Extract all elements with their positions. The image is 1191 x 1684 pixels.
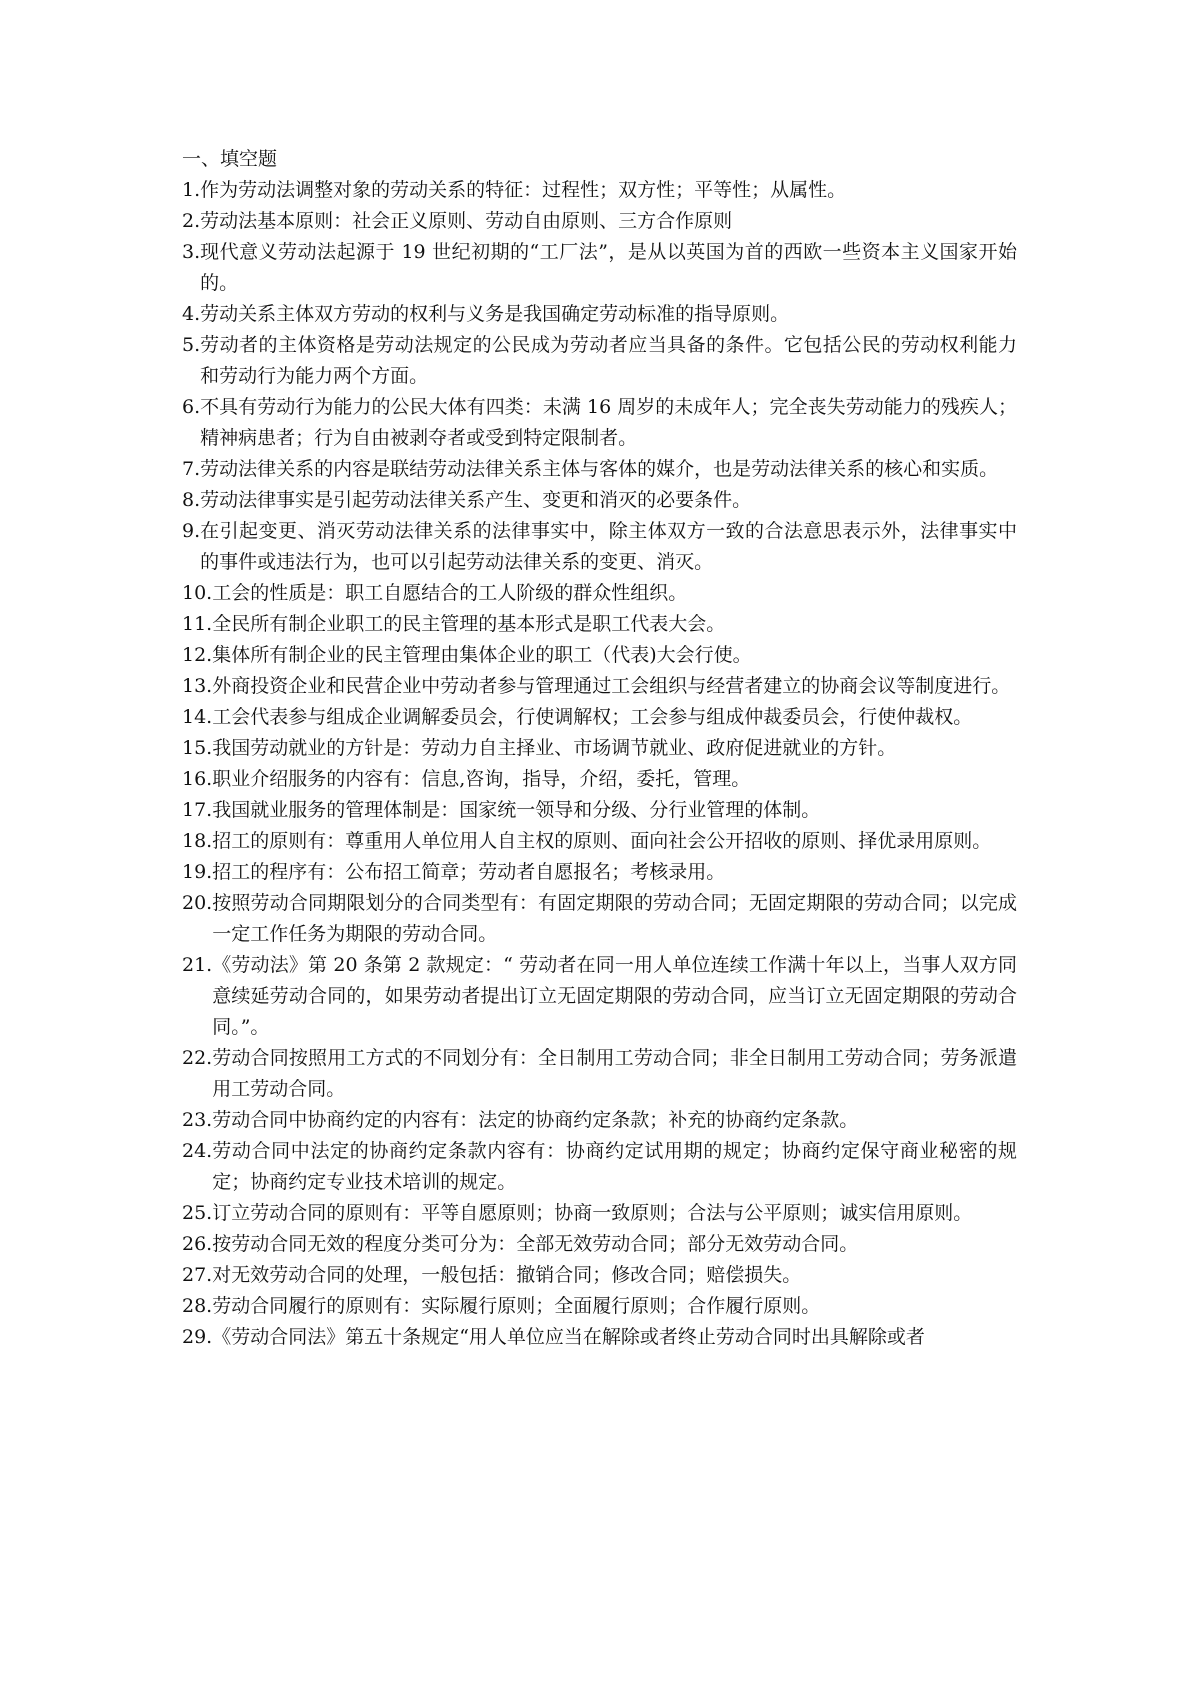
item-text: 对无效劳动合同的处理，一般包括：撤销合同；修改合同；赔偿损失。 — [212, 1264, 802, 1286]
item-text: 职业介绍服务的内容有：信息,咨询，指导，介绍，委托，管理。 — [212, 768, 751, 790]
item-text: 劳动合同按照用工方式的不同划分有：全日制用工劳动合同；非全日制用工劳动合同；劳务派遣用工劳动合同。 — [212, 1047, 1017, 1100]
list-item — [182, 1229, 1017, 1260]
list-item — [182, 1198, 1017, 1229]
item-number: 25. — [182, 1202, 213, 1224]
item-text: 招工的原则有：尊重用人单位用人自主权的原则、面向社会公开招收的原则、择优录用原则。 — [212, 830, 992, 852]
list-item — [182, 237, 1017, 299]
item-text: 工会的性质是：职工自愿结合的工人阶级的群众性组织。 — [212, 582, 688, 604]
list-item — [182, 640, 1017, 671]
item-number: 15. — [182, 737, 213, 759]
item-text: 按劳动合同无效的程度分类可分为：全部无效劳动合同；部分无效劳动合同。 — [212, 1233, 859, 1255]
list-item — [182, 206, 1017, 237]
item-text: 现代意义劳动法起源于 19 世纪初期的“工厂法”，是从以英国为首的西欧一些资本主义国家开始的。 — [200, 241, 1017, 294]
list-item — [182, 795, 1017, 826]
item-text: 在引起变更、消灭劳动法律关系的法律事实中，除主体双方一致的合法意思表示外，法律事实中的事件或违法行为，也可以引起劳动法律关系的变更、消灭。 — [200, 520, 1017, 573]
list-item — [182, 1260, 1017, 1291]
list-item — [182, 1043, 1017, 1105]
item-number: 5. — [182, 334, 201, 356]
item-number: 19. — [182, 861, 213, 883]
item-number: 18. — [182, 830, 213, 852]
document-page — [182, 144, 1017, 1353]
item-text: 劳动合同中法定的协商约定条款内容有：协商约定试用期的规定；协商约定保守商业秘密的规定；协商约定专业技术培训的规定。 — [212, 1140, 1017, 1193]
list-item — [182, 175, 1017, 206]
list-item — [182, 454, 1017, 485]
item-text: 招工的程序有：公布招工简章；劳动者自愿报名；考核录用。 — [212, 861, 726, 883]
item-text: 劳动关系主体双方劳动的权利与义务是我国确定劳动标准的指导原则。 — [200, 303, 790, 325]
item-text: 劳动法律事实是引起劳动法律关系产生、变更和消灭的必要条件。 — [200, 489, 752, 511]
item-text: 劳动合同中协商约定的内容有：法定的协商约定条款；补充的协商约定条款。 — [212, 1109, 859, 1131]
item-text: 工会代表参与组成企业调解委员会，行使调解权；工会参与组成仲裁委员会，行使仲裁权。 — [212, 706, 973, 728]
list-item — [182, 299, 1017, 330]
item-text: 《劳动法》第 20 条第 2 款规定：“ 劳动者在同一用人单位连续工作满十年以上，当事人双方同意续延劳动合同的，如果劳动者提出订立无固定期限的劳动合同，应当订立无固定期限的劳动合同。”。 — [212, 954, 1017, 1038]
item-text: 《劳动合同法》第五十条规定“用人单位应当在解除或者终止劳动合同时出具解除或者 — [212, 1326, 925, 1348]
item-number: 27. — [182, 1264, 213, 1286]
list-item — [182, 671, 1017, 702]
item-number: 1. — [182, 179, 201, 201]
item-number: 23. — [182, 1109, 213, 1131]
item-number: 10. — [182, 582, 213, 604]
list-item — [182, 764, 1017, 795]
item-number: 13. — [182, 675, 213, 697]
list-item — [182, 733, 1017, 764]
item-text: 不具有劳动行为能力的公民大体有四类：未满 16 周岁的未成年人；完全丧失劳动能力的残疾人；精神病患者；行为自由被剥夺者或受到特定限制者。 — [200, 396, 1017, 449]
item-number: 29. — [182, 1326, 213, 1348]
item-text: 我国就业服务的管理体制是：国家统一领导和分级、分行业管理的体制。 — [212, 799, 821, 821]
list-item — [182, 1105, 1017, 1136]
item-number: 28. — [182, 1295, 213, 1317]
list-item — [182, 826, 1017, 857]
item-text: 劳动者的主体资格是劳动法规定的公民成为劳动者应当具备的条件。它包括公民的劳动权利能力和劳动行为能力两个方面。 — [200, 334, 1017, 387]
list-item — [182, 330, 1017, 392]
item-number: 8. — [182, 489, 201, 511]
item-number: 16. — [182, 768, 213, 790]
item-number: 2. — [182, 210, 201, 232]
list-item — [182, 857, 1017, 888]
item-number: 22. — [182, 1047, 213, 1069]
list-item — [182, 950, 1017, 1043]
item-number: 20. — [182, 892, 213, 914]
section-heading: 一、填空题 — [182, 148, 278, 170]
question-list — [182, 175, 1017, 1353]
item-number: 24. — [182, 1140, 213, 1162]
list-item — [182, 485, 1017, 516]
item-text: 全民所有制企业职工的民主管理的基本形式是职工代表大会。 — [212, 613, 726, 635]
item-number: 4. — [182, 303, 201, 325]
item-text: 集体所有制企业的民主管理由集体企业的职工（代表)大会行使。 — [212, 644, 752, 666]
item-number: 11. — [182, 613, 213, 635]
item-number: 26. — [182, 1233, 213, 1255]
item-number: 17. — [182, 799, 213, 821]
item-text: 劳动法基本原则：社会正义原则、劳动自由原则、三方合作原则 — [200, 210, 733, 232]
list-item — [182, 609, 1017, 640]
list-item — [182, 1291, 1017, 1322]
item-number: 9. — [182, 520, 201, 542]
item-number: 3. — [182, 241, 201, 263]
list-item — [182, 1322, 1017, 1353]
item-number: 12. — [182, 644, 213, 666]
item-text: 外商投资企业和民营企业中劳动者参与管理通过工会组织与经营者建立的协商会议等制度进行。 — [212, 675, 1011, 697]
list-item — [182, 578, 1017, 609]
list-item — [182, 392, 1017, 454]
list-item — [182, 702, 1017, 733]
item-text: 按照劳动合同期限划分的合同类型有：有固定期限的劳动合同；无固定期限的劳动合同；以完成一定工作任务为期限的劳动合同。 — [212, 892, 1017, 945]
list-item — [182, 888, 1017, 950]
item-number: 6. — [182, 396, 201, 418]
item-text: 劳动法律关系的内容是联结劳动法律关系主体与客体的媒介，也是劳动法律关系的核心和实质。 — [200, 458, 999, 480]
item-text: 劳动合同履行的原则有：实际履行原则；全面履行原则；合作履行原则。 — [212, 1295, 821, 1317]
list-item — [182, 1136, 1017, 1198]
item-number: 7. — [182, 458, 201, 480]
item-number: 14. — [182, 706, 213, 728]
item-text: 订立劳动合同的原则有：平等自愿原则；协商一致原则；合法与公平原则；诚实信用原则。 — [212, 1202, 973, 1224]
item-text: 作为劳动法调整对象的劳动关系的特征：过程性；双方性；平等性；从属性。 — [200, 179, 847, 201]
list-item — [182, 516, 1017, 578]
item-number: 21. — [182, 954, 213, 976]
item-text: 我国劳动就业的方针是：劳动力自主择业、市场调节就业、政府促进就业的方针。 — [212, 737, 897, 759]
